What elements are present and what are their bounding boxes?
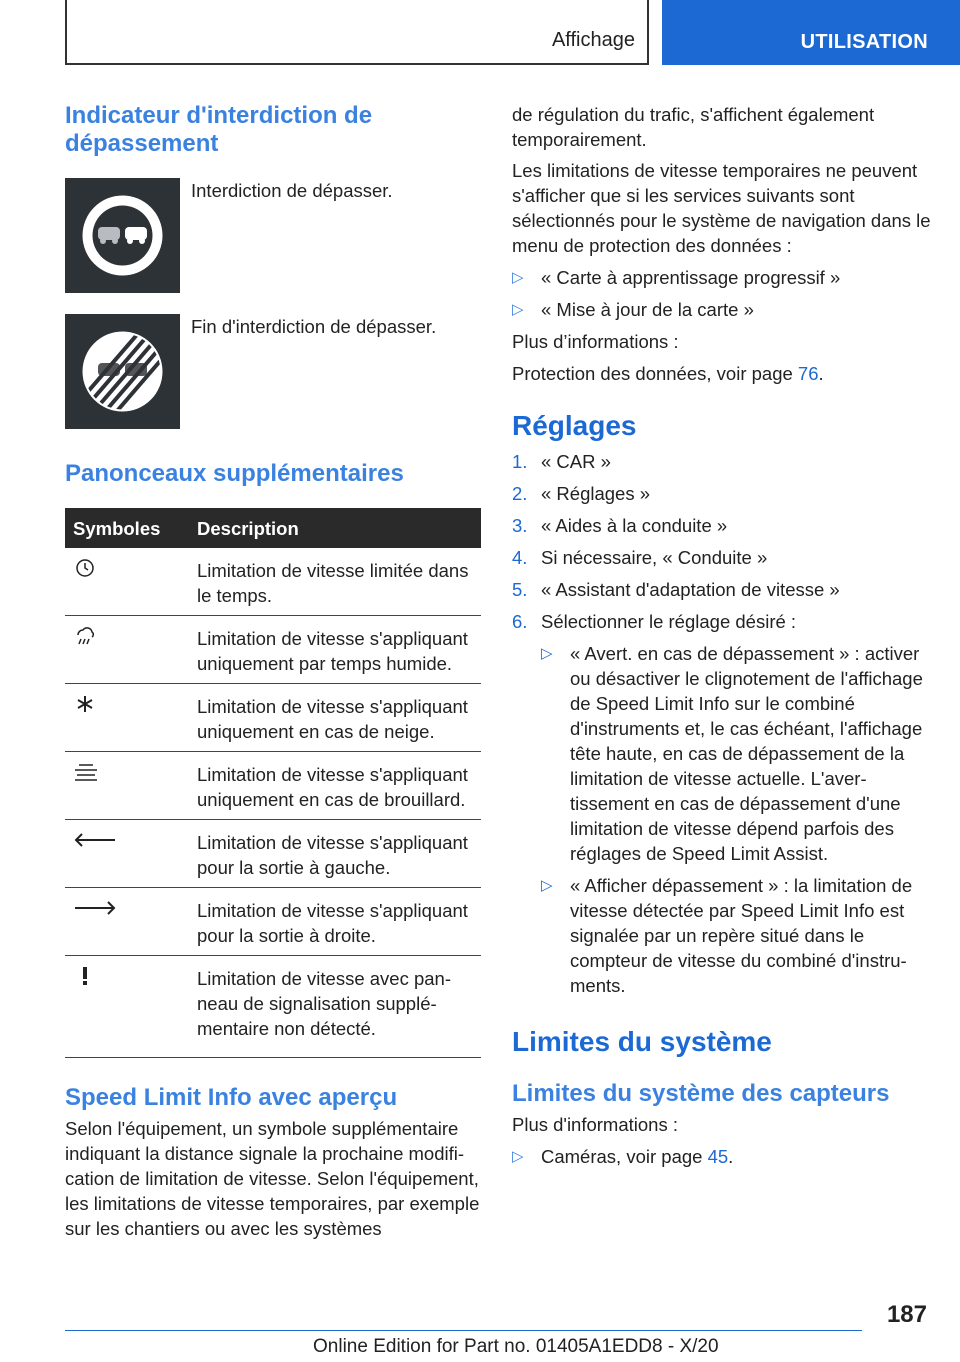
page-link-45[interactable]: 45 — [707, 1146, 729, 1167]
list-item — [512, 1144, 932, 1169]
page-link-76[interactable]: 76 — [797, 363, 819, 384]
header-chapter-box — [662, 0, 960, 65]
settings-sub-options — [541, 641, 932, 998]
sign-text-no-overtaking: Interdiction de dépasser. — [191, 180, 393, 201]
bullet-marker: ▷ — [512, 269, 524, 286]
description-cell: Limitation de vitesse s'appliquant uniquement en cas de neige. — [189, 684, 481, 752]
list-item — [512, 577, 932, 602]
right-column — [512, 102, 932, 1169]
header-chapter-label: UTILISATION — [800, 31, 928, 53]
step-number: 4. — [512, 547, 528, 568]
paragraph-speed-limit-info: Selon l'équipement, un symbole supplémentaire indiquant la distance signale la prochaine modification de limitation de vitesse. Selon l'équipement, les limitations de vitesse temporaires, par exemple sur les chantiers ou avec les systèmes — [65, 1118, 480, 1239]
bullet-marker: ▷ — [512, 1148, 524, 1165]
list-item-text: « Mise à jour de la carte » — [541, 299, 754, 320]
arrow-left-icon — [73, 830, 117, 850]
symbol-cell — [65, 752, 189, 820]
data-protection-reference — [512, 361, 932, 386]
fog-icon — [73, 762, 99, 782]
arrow-right-icon — [73, 898, 117, 918]
header-section-label: Affichage — [551, 29, 635, 51]
step-number: 2. — [512, 483, 528, 504]
settings-steps — [512, 449, 932, 998]
table-row — [65, 956, 481, 1058]
list-item-text: Caméras, voir page — [541, 1146, 708, 1167]
list-item — [512, 609, 932, 998]
additional-signs-table — [65, 508, 481, 1058]
list-item — [541, 873, 932, 998]
rain-icon — [73, 626, 97, 646]
footer-edition: Online Edition for Part no. 01405A1EDD8 - X/20 — [313, 1336, 719, 1357]
step-number: 1. — [512, 451, 528, 472]
description-cell: Limitation de vitesse s'appliquant pour la sortie à droite. — [189, 888, 481, 956]
symbol-cell — [65, 956, 189, 1058]
bullet-marker: ▷ — [541, 877, 553, 894]
symbol-cell — [65, 616, 189, 684]
step-number: 5. — [512, 579, 528, 600]
step-text: Si nécessaire, « Conduite » — [541, 547, 768, 568]
more-info-label-2: Plus d'informations : — [512, 1114, 678, 1135]
header-section-box — [65, 0, 649, 65]
description-cell: Limitation de vitesse limitée dans le temps. — [189, 548, 481, 616]
list-item — [512, 481, 932, 506]
heading-speed-limit-info-preview: Speed Limit Info avec aperçu — [65, 1084, 398, 1111]
left-column — [65, 102, 481, 1241]
bullet-marker: ▷ — [541, 645, 553, 662]
heading-no-overtaking: Indicateur d'interdiction de dépassement — [65, 102, 373, 157]
heading-system-limits: Limites du système — [512, 1026, 772, 1057]
list-item-text: « Avert. en cas de dépassement » : activer ou désactiver le clignotement de l'affichage de Speed Limit Info sur le combiné d'instruments et, le cas échéant, l'affichage tête haute, en cas de dépassement de la limitation de vitesse actuelle. L'avertissement en cas de dépassement d'une limitation de vitesse dépend parfois des réglages de Speed Limit Assist. — [570, 643, 923, 864]
end-no-overtaking-sign-icon — [65, 314, 180, 429]
step-text: « CAR » — [541, 451, 611, 472]
symbol-cell — [65, 684, 189, 752]
footer-divider — [65, 1330, 862, 1331]
table-row — [65, 820, 481, 888]
table-row — [65, 752, 481, 820]
reference-text: Protection des données, voir page — [512, 363, 798, 384]
reference-end: . — [818, 363, 824, 384]
table-row — [65, 684, 481, 752]
symbol-cell — [65, 820, 189, 888]
sensor-list — [512, 1144, 932, 1169]
sign-row-no-overtaking — [65, 178, 481, 294]
list-item — [512, 513, 932, 538]
paragraph-continuation: de régulation du trafic, s'affichent également temporairement. — [512, 104, 875, 150]
bullet-marker: ▷ — [512, 301, 524, 318]
snowflake-icon — [73, 694, 97, 714]
description-cell: Limitation de vitesse avec panneau de signalisation supplémentaire non détecté. — [189, 956, 481, 1058]
list-item — [512, 265, 932, 290]
page-number: 187 — [886, 1301, 927, 1328]
heading-sensor-limits: Limites du système des capteurs — [512, 1080, 890, 1107]
description-cell: Limitation de vitesse s'appliquant pour la sortie à gauche. — [189, 820, 481, 888]
heading-additional-signs: Panonceaux supplémentaires — [65, 460, 404, 487]
symbol-cell — [65, 548, 189, 616]
step-number: 3. — [512, 515, 528, 536]
no-overtaking-sign-icon — [65, 178, 180, 293]
table-header-description: Description — [189, 508, 481, 548]
description-cell: Limitation de vitesse s'appliquant uniquement en cas de brouillard. — [189, 752, 481, 820]
clock-icon — [73, 558, 97, 578]
services-list — [512, 265, 932, 322]
list-item — [512, 449, 932, 474]
step-text: « Réglages » — [541, 483, 651, 504]
symbol-cell — [65, 888, 189, 956]
step-text: « Aides à la conduite » — [541, 515, 728, 536]
exclamation-icon — [73, 966, 97, 986]
table-header-symbols: Symboles — [65, 508, 189, 548]
list-item — [541, 641, 932, 866]
table-row — [65, 616, 481, 684]
table-row — [65, 548, 481, 616]
list-item — [512, 545, 932, 570]
step-text: « Assistant d'adaptation de vitesse » — [541, 579, 840, 600]
more-info-label: Plus d’informations : — [512, 331, 679, 352]
heading-settings: Réglages — [512, 410, 637, 441]
list-item-text: « Afficher dépassement » : la limitation de vitesse détectée par Speed Limit Info est signalée par un repère situé dans le compteur de vitesse du combiné d'instruments. — [570, 875, 913, 996]
description-cell: Limitation de vitesse s'appliquant uniquement par temps humide. — [189, 616, 481, 684]
list-item-text: « Carte à apprentissage progressif » — [541, 267, 841, 288]
table-row — [65, 888, 481, 956]
paragraph-temporary-limits: Les limitations de vitesse temporaires ne peuvent s'afficher que si les services suivants sont sélectionnés pour le système de navigation dans le menu de protection des données : — [512, 160, 931, 256]
table-header-row — [65, 508, 481, 548]
sign-text-end-no-overtaking: Fin d'interdiction de dépasser. — [191, 316, 437, 337]
sign-row-end-no-overtaking — [65, 314, 481, 430]
list-item — [512, 297, 932, 322]
reference-end: . — [728, 1146, 734, 1167]
step-number: 6. — [512, 611, 528, 632]
step-text: Sélectionner le réglage désiré : — [541, 611, 797, 632]
